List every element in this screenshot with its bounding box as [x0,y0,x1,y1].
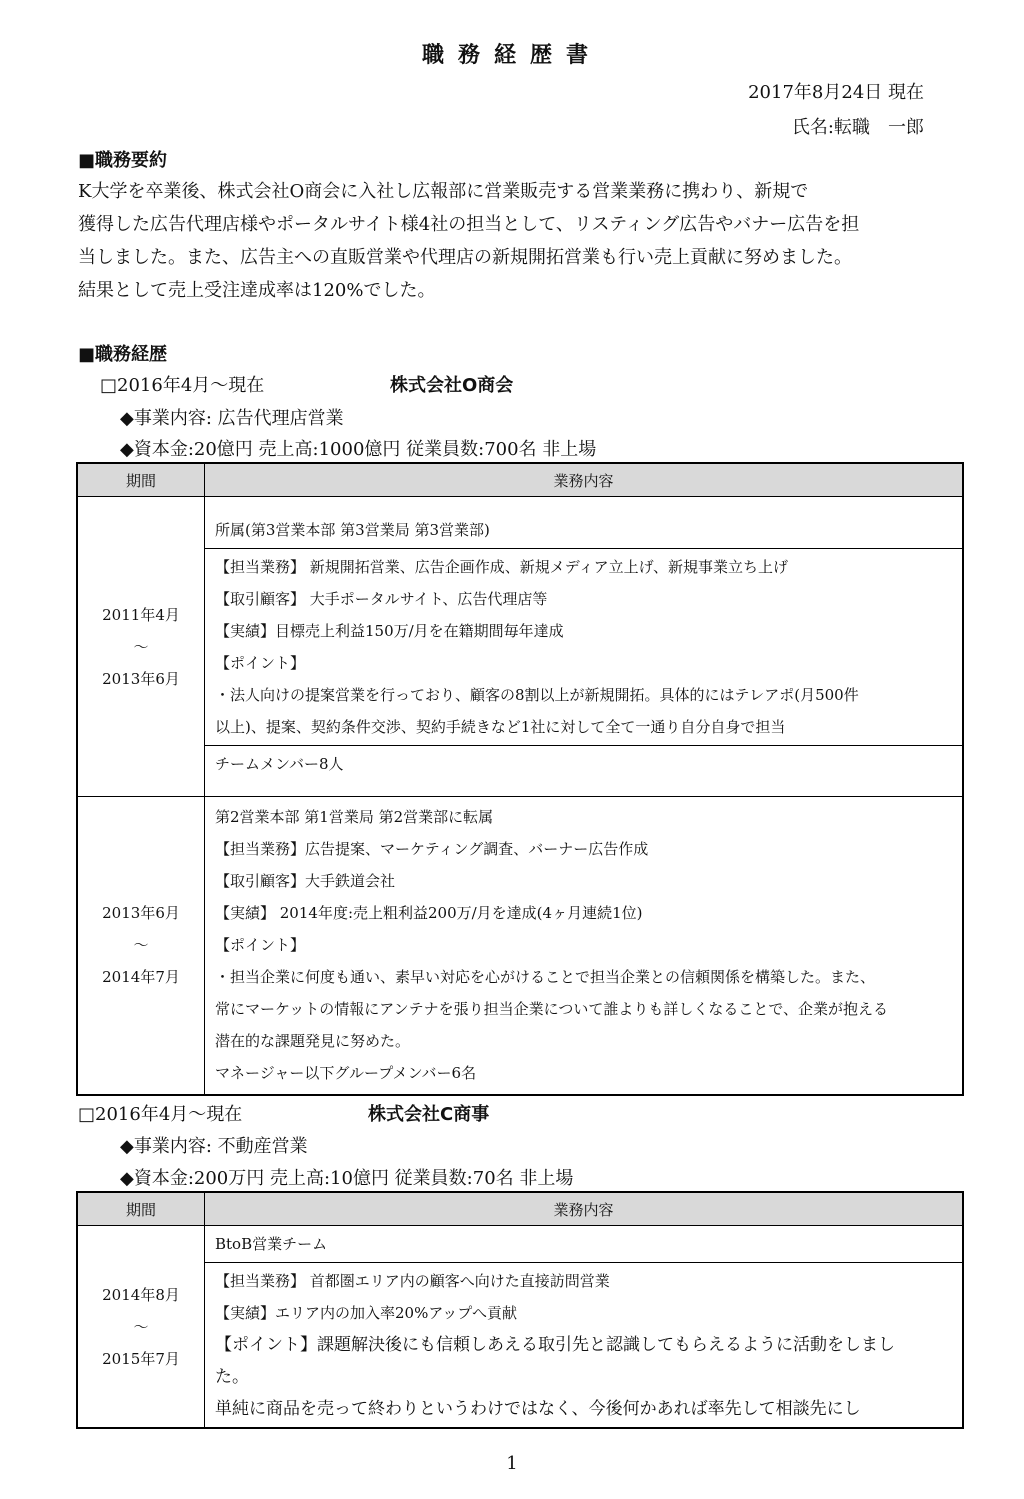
content-line: 【担当業務】 首都圏エリア内の顧客へ向けた直接訪問営業 [215,1272,610,1290]
period-separator: ～ [133,1317,149,1336]
company-business: ◆事業内容: 広告代理店営業 [120,408,344,429]
company-period: □2016年4月～現在 [100,375,265,396]
content-line: 第2営業本部 第1営業局 第2営業部に転属 [215,808,494,827]
content-line: 【実績】 2014年度:売上粗利益200万/月を達成(4ヶ月連続1位) [215,904,643,923]
document-date: 2017年8月24日 現在 [748,82,924,103]
content-line: ・法人向けの提案営業を行っており、顧客の8割以上が新規開拓。具体的にはテレアポ(月500件 [215,685,859,704]
content-line: 常にマーケットの情報にアンテナを張り担当企業について誰よりも詳しくなることで、企業が抱える [215,1000,889,1019]
content-line: 潜在的な課題発見に努めた。 [215,1032,411,1051]
column-header-period: 期間 [77,463,205,497]
row-content [205,497,964,797]
company-capital: ◆資本金:20億円 売上高:1000億円 従業員数:700名 非上場 [120,439,597,460]
summary-heading: ■職務要約 [78,150,168,171]
row-period [77,1226,205,1429]
period-end: 2014年7月 [102,968,180,987]
row-content [205,1226,964,1429]
summary-line: K大学を卒業後、株式会社O商会に入社し広報部に営業販売する営業業務に携わり、新規で [78,181,809,202]
company-business: ◆事業内容: 不動産営業 [120,1136,308,1157]
content-foot: チームメンバー8人 [215,754,344,773]
column-header-content: 業務内容 [205,463,964,497]
summary-line: 結果として売上受注達成率は120%でした。 [78,280,436,301]
content-line: 【担当業務】 新規開拓営業、広告企画作成、新規メディア立上げ、新規事業立ち上げ [215,557,788,576]
row-period [77,797,205,1095]
row-period [77,497,205,797]
history-heading: ■職務経歴 [78,344,168,365]
content-head: 所属(第3営業本部 第3営業局 第3営業部) [215,520,490,539]
period-start: 2013年6月 [102,904,180,923]
job-history-table [76,1191,964,1429]
row-content [205,797,964,1095]
table-row [77,1226,963,1429]
content-line: 【取引顧客】大手鉄道会社 [215,872,396,891]
job-history-table [76,462,964,1096]
content-line: 【取引顧客】 大手ポータルサイト、広告代理店等 [215,589,548,608]
company-name: 株式会社O商会 [390,375,514,396]
summary-line: 当しました。また、広告主への直販営業や代理店の新規開拓営業も行い売上貢献に努めました。 [78,247,852,268]
table-row [77,797,963,1095]
period-separator: ～ [133,637,149,656]
company-name: 株式会社C商事 [368,1104,490,1125]
content-line: マネージャー以下グループメンバー6名 [215,1064,477,1083]
document-title: 職務経歴書 [421,43,602,68]
content-line: ・担当企業に何度も通い、素早い対応を心がけることで担当企業との信頼関係を構築した。また、 [215,968,876,987]
period-end: 2013年6月 [102,669,180,688]
summary-text [78,175,948,307]
summary-line: 獲得した広告代理店様やポータルサイト様4社の担当として、リスティング広告やバナー広告を担 [78,214,860,235]
content-line: 【実績】エリア内の加入率20%アップへ貢献 [215,1304,517,1322]
period-separator: ～ [133,936,149,955]
content-line: 【ポイント】課題解決後にも信頼しあえる取引先と認識してもらえるように活動をしまし [215,1335,895,1355]
company-capital: ◆資本金:200万円 売上高:10億円 従業員数:70名 非上場 [120,1168,574,1189]
content-line: 【ポイント】 [215,936,306,955]
content-line: 【ポイント】 [215,653,306,672]
content-line: 単純に商品を売って終わりというわけではなく、今後何かあれば率先して相談先にし [215,1399,861,1419]
column-header-period: 期間 [77,1192,205,1226]
content-line: 以上)、提案、契約条件交渉、契約手続きなど1社に対して全て一通り自分自身で担当 [215,717,786,736]
applicant-name: 氏名:転職 一郎 [791,117,924,138]
column-header-content: 業務内容 [205,1192,964,1226]
content-head: BtoB営業チーム [215,1235,328,1253]
page-number: 1 [506,1453,518,1474]
period-start: 2014年8月 [102,1285,180,1304]
content-line: 【担当業務】広告提案、マーケティング調査、バーナー広告作成 [215,840,649,859]
period-end: 2015年7月 [102,1349,180,1368]
table-row [77,497,963,797]
company-period: □2016年4月～現在 [78,1104,243,1125]
content-line: た。 [215,1367,249,1387]
content-line: 【実績】目標売上利益150万/月を在籍期間毎年達成 [215,621,564,640]
period-start: 2011年4月 [102,605,180,624]
